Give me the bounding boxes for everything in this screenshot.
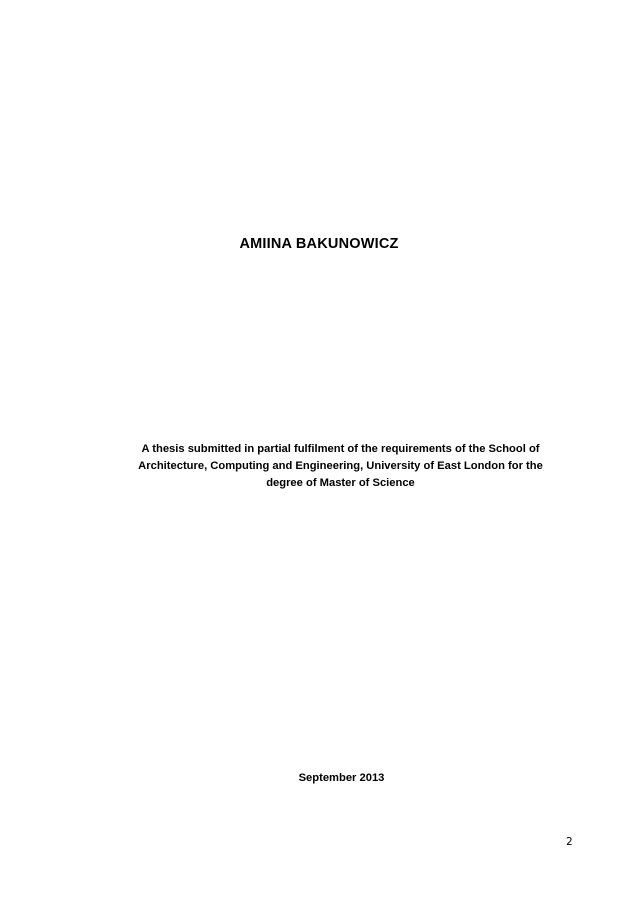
thesis-statement-line: A thesis submitted in partial fulfilment of the requirements of the School of (141, 443, 540, 455)
author-name: AMIINA BAKUNOWICZ (239, 236, 399, 252)
submission-date: September 2013 (298, 772, 385, 784)
page-number: 2 (566, 836, 573, 848)
thesis-statement (104, 441, 577, 492)
thesis-statement-line: degree of Master of Science (266, 477, 415, 489)
thesis-statement-line: Architecture, Computing and Engineering, University of East London for the (138, 460, 543, 472)
